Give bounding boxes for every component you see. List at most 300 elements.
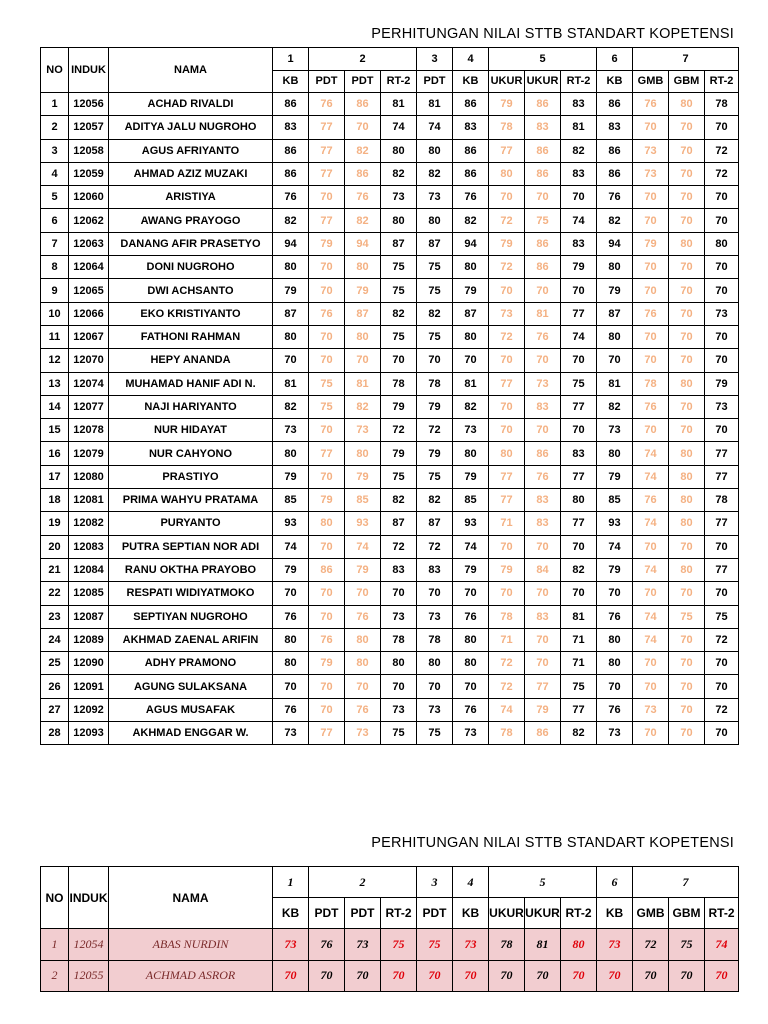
cell-gmb-7: 76 — [633, 395, 669, 418]
cell-ukur-5b: 70 — [525, 349, 561, 372]
cell-rt2-2: 79 — [381, 442, 417, 465]
cell-row-no: 8 — [41, 256, 69, 279]
cell-gbm-7: 70 — [669, 256, 705, 279]
cell-rt2-7: 70 — [705, 116, 739, 139]
table-row — [41, 465, 739, 488]
cell-rt2-5: 82 — [561, 139, 597, 162]
cell-row-induk: 12062 — [69, 209, 109, 232]
cell-kb-6: 87 — [597, 302, 633, 325]
cell-rt2-2: 82 — [381, 489, 417, 512]
cell-row-induk: 12055 — [69, 960, 109, 992]
cell-row-no: 2 — [41, 116, 69, 139]
cell-kb-6: 86 — [597, 93, 633, 116]
cell-row-nama: DANANG AFIR PRASETYO — [109, 232, 273, 255]
cell-kb-4: 73 — [453, 929, 489, 961]
group-header-4: 4 — [453, 867, 489, 898]
cell-kb-4: 73 — [453, 722, 489, 745]
cell-row-nama: NUR HIDAYAT — [109, 419, 273, 442]
cell-row-induk: 12065 — [69, 279, 109, 302]
cell-gbm-7: 75 — [669, 605, 705, 628]
cell-gmb-7: 74 — [633, 442, 669, 465]
cell-row-nama: PRIMA WAHYU PRATAMA — [109, 489, 273, 512]
cell-rt2-5: 71 — [561, 628, 597, 651]
cell-kb-4: 80 — [453, 325, 489, 348]
cell-pdt-2a: 79 — [309, 489, 345, 512]
group-header-2: 2 — [309, 48, 417, 71]
table-row — [41, 628, 739, 651]
cell-row-nama: SEPTIYAN NUGROHO — [109, 605, 273, 628]
cell-kb-1: 70 — [273, 582, 309, 605]
cell-gmb-7: 70 — [633, 279, 669, 302]
cell-pdt-3: 75 — [417, 722, 453, 745]
cell-row-no: 14 — [41, 395, 69, 418]
table-row — [41, 139, 739, 162]
cell-gbm-7: 70 — [669, 652, 705, 675]
cell-kb-6: 83 — [597, 116, 633, 139]
cell-kb-4: 79 — [453, 558, 489, 581]
table-row — [41, 652, 739, 675]
cell-kb-4: 86 — [453, 139, 489, 162]
cell-kb-1: 73 — [273, 419, 309, 442]
cell-rt2-5: 83 — [561, 232, 597, 255]
cell-rt2-2: 73 — [381, 605, 417, 628]
cell-ukur-5b: 81 — [525, 929, 561, 961]
cell-kb-1: 70 — [273, 675, 309, 698]
col-header-induk: INDUK — [69, 867, 109, 929]
header-row-groups — [41, 48, 739, 71]
cell-rt2-2: 72 — [381, 535, 417, 558]
cell-gmb-7: 73 — [633, 139, 669, 162]
cell-kb-1: 73 — [273, 929, 309, 961]
sub-header-kb: KB — [597, 898, 633, 929]
cell-rt2-7: 70 — [705, 652, 739, 675]
cell-pdt-2a: 70 — [309, 279, 345, 302]
cell-ukur-5a: 78 — [489, 722, 525, 745]
cell-pdt-2b: 76 — [345, 698, 381, 721]
cell-rt2-5: 77 — [561, 395, 597, 418]
table-row — [41, 960, 739, 992]
cell-ukur-5a: 72 — [489, 675, 525, 698]
cell-pdt-2b: 79 — [345, 558, 381, 581]
cell-row-no: 20 — [41, 535, 69, 558]
cell-gbm-7: 70 — [669, 675, 705, 698]
cell-pdt-2a: 70 — [309, 605, 345, 628]
group-header-7: 7 — [633, 867, 739, 898]
cell-pdt-3: 73 — [417, 186, 453, 209]
cell-rt2-2: 80 — [381, 139, 417, 162]
cell-rt2-7: 70 — [705, 582, 739, 605]
cell-ukur-5a: 70 — [489, 349, 525, 372]
cell-kb-4: 80 — [453, 628, 489, 651]
cell-ukur-5b: 70 — [525, 419, 561, 442]
cell-row-induk: 12066 — [69, 302, 109, 325]
sub-header-rt2: RT-2 — [705, 898, 739, 929]
cell-pdt-2b: 81 — [345, 372, 381, 395]
cell-row-nama: AWANG PRAYOGO — [109, 209, 273, 232]
cell-kb-4: 82 — [453, 395, 489, 418]
cell-pdt-3: 72 — [417, 535, 453, 558]
cell-rt2-7: 70 — [705, 209, 739, 232]
cell-ukur-5a: 78 — [489, 605, 525, 628]
cell-kb-6: 70 — [597, 349, 633, 372]
cell-gbm-7: 70 — [669, 960, 705, 992]
cell-row-induk: 12077 — [69, 395, 109, 418]
cell-pdt-2b: 85 — [345, 489, 381, 512]
cell-pdt-2a: 77 — [309, 162, 345, 185]
cell-ukur-5a: 78 — [489, 929, 525, 961]
cell-row-nama: ACHMAD ASROR — [109, 960, 273, 992]
cell-rt2-2: 74 — [381, 116, 417, 139]
cell-gmb-7: 70 — [633, 535, 669, 558]
cell-rt2-7: 70 — [705, 325, 739, 348]
cell-kb-4: 85 — [453, 489, 489, 512]
cell-row-nama: EKO KRISTIYANTO — [109, 302, 273, 325]
cell-gmb-7: 79 — [633, 232, 669, 255]
cell-row-no: 4 — [41, 162, 69, 185]
cell-rt2-2: 75 — [381, 929, 417, 961]
cell-gmb-7: 73 — [633, 698, 669, 721]
cell-gmb-7: 70 — [633, 209, 669, 232]
cell-kb-6: 79 — [597, 558, 633, 581]
cell-pdt-2a: 79 — [309, 652, 345, 675]
col-header-no: NO — [41, 48, 69, 93]
cell-row-nama: RESPATI WIDIYATMOKO — [109, 582, 273, 605]
table-row — [41, 209, 739, 232]
cell-gbm-7: 80 — [669, 558, 705, 581]
cell-pdt-2b: 74 — [345, 535, 381, 558]
cell-rt2-5: 75 — [561, 675, 597, 698]
grades-table-1-body — [41, 93, 739, 745]
cell-row-induk: 12057 — [69, 116, 109, 139]
cell-pdt-2b: 86 — [345, 93, 381, 116]
cell-pdt-3: 87 — [417, 232, 453, 255]
cell-pdt-2b: 70 — [345, 960, 381, 992]
cell-rt2-5: 74 — [561, 325, 597, 348]
cell-kb-4: 82 — [453, 209, 489, 232]
cell-row-induk: 12089 — [69, 628, 109, 651]
cell-gbm-7: 70 — [669, 535, 705, 558]
cell-rt2-5: 70 — [561, 582, 597, 605]
cell-ukur-5a: 72 — [489, 325, 525, 348]
cell-kb-6: 76 — [597, 698, 633, 721]
grades-table-2 — [40, 866, 739, 992]
cell-row-induk: 12054 — [69, 929, 109, 961]
table-row — [41, 929, 739, 961]
header-row-groups — [41, 867, 739, 898]
cell-gbm-7: 70 — [669, 349, 705, 372]
group-header-3: 3 — [417, 867, 453, 898]
cell-kb-4: 70 — [453, 349, 489, 372]
cell-row-nama: DWI ACHSANTO — [109, 279, 273, 302]
cell-gmb-7: 70 — [633, 186, 669, 209]
cell-kb-4: 83 — [453, 116, 489, 139]
cell-rt2-7: 74 — [705, 929, 739, 961]
cell-rt2-2: 83 — [381, 558, 417, 581]
cell-rt2-2: 73 — [381, 186, 417, 209]
cell-ukur-5b: 83 — [525, 116, 561, 139]
cell-ukur-5a: 70 — [489, 419, 525, 442]
table-row — [41, 512, 739, 535]
cell-gbm-7: 80 — [669, 232, 705, 255]
cell-kb-6: 76 — [597, 186, 633, 209]
cell-row-nama: NAJI HARIYANTO — [109, 395, 273, 418]
cell-kb-6: 94 — [597, 232, 633, 255]
cell-kb-1: 82 — [273, 209, 309, 232]
cell-row-no: 27 — [41, 698, 69, 721]
cell-kb-4: 80 — [453, 652, 489, 675]
cell-ukur-5a: 71 — [489, 628, 525, 651]
cell-rt2-7: 70 — [705, 419, 739, 442]
cell-kb-6: 80 — [597, 325, 633, 348]
cell-row-no: 24 — [41, 628, 69, 651]
grades-table-1 — [40, 47, 739, 745]
cell-row-nama: ARISTIYA — [109, 186, 273, 209]
sub-header-pdt: PDT — [309, 70, 345, 93]
group-header-6: 6 — [597, 48, 633, 71]
cell-ukur-5b: 76 — [525, 465, 561, 488]
cell-row-nama: ABAS NURDIN — [109, 929, 273, 961]
cell-kb-1: 87 — [273, 302, 309, 325]
cell-pdt-2a: 70 — [309, 535, 345, 558]
cell-ukur-5b: 70 — [525, 960, 561, 992]
cell-pdt-3: 78 — [417, 372, 453, 395]
group-header-4: 4 — [453, 48, 489, 71]
cell-ukur-5a: 70 — [489, 395, 525, 418]
cell-row-nama: AGUS MUSAFAK — [109, 698, 273, 721]
cell-pdt-3: 79 — [417, 395, 453, 418]
cell-row-nama: AGUNG SULAKSANA — [109, 675, 273, 698]
cell-gbm-7: 80 — [669, 489, 705, 512]
table-row — [41, 116, 739, 139]
cell-rt2-2: 81 — [381, 93, 417, 116]
cell-pdt-3: 83 — [417, 558, 453, 581]
cell-ukur-5a: 74 — [489, 698, 525, 721]
cell-gbm-7: 70 — [669, 395, 705, 418]
cell-kb-4: 76 — [453, 698, 489, 721]
cell-ukur-5b: 70 — [525, 279, 561, 302]
cell-kb-1: 94 — [273, 232, 309, 255]
cell-pdt-2a: 76 — [309, 628, 345, 651]
cell-pdt-3: 80 — [417, 209, 453, 232]
cell-kb-4: 81 — [453, 372, 489, 395]
cell-gmb-7: 70 — [633, 256, 669, 279]
cell-pdt-2b: 80 — [345, 256, 381, 279]
cell-gmb-7: 70 — [633, 116, 669, 139]
cell-kb-6: 73 — [597, 419, 633, 442]
sub-header-ukur: UKUR — [489, 898, 525, 929]
cell-pdt-2a: 70 — [309, 325, 345, 348]
cell-row-nama: MUHAMAD HANIF ADI N. — [109, 372, 273, 395]
sub-header-kb: KB — [453, 70, 489, 93]
cell-kb-6: 79 — [597, 279, 633, 302]
cell-gmb-7: 74 — [633, 605, 669, 628]
cell-rt2-5: 80 — [561, 929, 597, 961]
cell-rt2-7: 70 — [705, 256, 739, 279]
cell-pdt-3: 73 — [417, 698, 453, 721]
cell-row-no: 7 — [41, 232, 69, 255]
cell-kb-4: 76 — [453, 186, 489, 209]
cell-ukur-5a: 77 — [489, 489, 525, 512]
group-header-5: 5 — [489, 48, 597, 71]
cell-ukur-5a: 78 — [489, 116, 525, 139]
cell-pdt-3: 75 — [417, 279, 453, 302]
cell-kb-6: 86 — [597, 162, 633, 185]
cell-pdt-3: 75 — [417, 465, 453, 488]
cell-kb-1: 80 — [273, 628, 309, 651]
cell-kb-1: 93 — [273, 512, 309, 535]
table-row — [41, 349, 739, 372]
cell-row-no: 5 — [41, 186, 69, 209]
cell-gbm-7: 70 — [669, 722, 705, 745]
cell-row-no: 26 — [41, 675, 69, 698]
cell-ukur-5b: 81 — [525, 302, 561, 325]
cell-pdt-2b: 73 — [345, 419, 381, 442]
cell-pdt-2a: 76 — [309, 929, 345, 961]
cell-pdt-2a: 79 — [309, 232, 345, 255]
cell-gbm-7: 70 — [669, 698, 705, 721]
cell-rt2-2: 78 — [381, 628, 417, 651]
cell-row-nama: NUR CAHYONO — [109, 442, 273, 465]
cell-gmb-7: 70 — [633, 652, 669, 675]
cell-ukur-5a: 77 — [489, 465, 525, 488]
cell-pdt-2b: 70 — [345, 116, 381, 139]
table-row — [41, 605, 739, 628]
cell-rt2-7: 75 — [705, 605, 739, 628]
cell-pdt-2a: 77 — [309, 209, 345, 232]
cell-ukur-5b: 84 — [525, 558, 561, 581]
cell-pdt-2b: 86 — [345, 162, 381, 185]
cell-pdt-2a: 70 — [309, 582, 345, 605]
cell-pdt-2a: 70 — [309, 960, 345, 992]
group-header-7: 7 — [633, 48, 739, 71]
sub-header-rt2: RT-2 — [705, 70, 739, 93]
cell-gmb-7: 74 — [633, 558, 669, 581]
cell-gbm-7: 80 — [669, 465, 705, 488]
table-row — [41, 722, 739, 745]
group-header-3: 3 — [417, 48, 453, 71]
cell-pdt-2b: 80 — [345, 652, 381, 675]
cell-kb-4: 80 — [453, 442, 489, 465]
cell-pdt-2a: 70 — [309, 465, 345, 488]
cell-pdt-2b: 82 — [345, 139, 381, 162]
cell-row-induk: 12091 — [69, 675, 109, 698]
cell-kb-4: 80 — [453, 256, 489, 279]
cell-ukur-5a: 77 — [489, 139, 525, 162]
table-row — [41, 675, 739, 698]
cell-row-no: 2 — [41, 960, 69, 992]
cell-kb-6: 80 — [597, 652, 633, 675]
cell-rt2-2: 75 — [381, 325, 417, 348]
cell-rt2-7: 72 — [705, 162, 739, 185]
cell-rt2-2: 75 — [381, 279, 417, 302]
cell-pdt-3: 70 — [417, 349, 453, 372]
cell-ukur-5a: 77 — [489, 372, 525, 395]
cell-rt2-5: 77 — [561, 698, 597, 721]
cell-rt2-5: 75 — [561, 372, 597, 395]
sheet-title-2: PERHITUNGAN NILAI STTB STANDART KOPETENSI — [371, 835, 734, 851]
cell-rt2-7: 70 — [705, 960, 739, 992]
cell-gmb-7: 70 — [633, 419, 669, 442]
cell-pdt-2b: 70 — [345, 675, 381, 698]
cell-row-induk: 12083 — [69, 535, 109, 558]
cell-row-induk: 12060 — [69, 186, 109, 209]
sub-header-rt2: RT-2 — [381, 898, 417, 929]
cell-kb-6: 81 — [597, 372, 633, 395]
cell-row-no: 22 — [41, 582, 69, 605]
cell-kb-4: 73 — [453, 419, 489, 442]
sub-header-gmb: GMB — [633, 70, 669, 93]
col-header-no: NO — [41, 867, 69, 929]
cell-ukur-5a: 72 — [489, 652, 525, 675]
cell-rt2-7: 77 — [705, 442, 739, 465]
cell-pdt-2b: 76 — [345, 605, 381, 628]
cell-row-induk: 12058 — [69, 139, 109, 162]
cell-ukur-5a: 79 — [489, 558, 525, 581]
cell-row-induk: 12081 — [69, 489, 109, 512]
cell-rt2-7: 78 — [705, 489, 739, 512]
cell-gbm-7: 70 — [669, 116, 705, 139]
cell-ukur-5b: 86 — [525, 442, 561, 465]
cell-rt2-5: 70 — [561, 279, 597, 302]
cell-rt2-2: 87 — [381, 512, 417, 535]
table-row — [41, 279, 739, 302]
table-row — [41, 372, 739, 395]
cell-kb-1: 76 — [273, 605, 309, 628]
cell-ukur-5a: 70 — [489, 279, 525, 302]
sub-header-ukur: UKUR — [525, 898, 561, 929]
cell-row-no: 16 — [41, 442, 69, 465]
cell-rt2-7: 72 — [705, 139, 739, 162]
cell-pdt-2a: 70 — [309, 698, 345, 721]
sub-header-ukur: UKUR — [489, 70, 525, 93]
cell-pdt-3: 74 — [417, 116, 453, 139]
cell-row-nama: ADHY PRAMONO — [109, 652, 273, 675]
cell-gbm-7: 70 — [669, 325, 705, 348]
cell-kb-6: 79 — [597, 465, 633, 488]
cell-ukur-5b: 86 — [525, 162, 561, 185]
cell-ukur-5b: 73 — [525, 372, 561, 395]
cell-rt2-5: 70 — [561, 419, 597, 442]
cell-rt2-5: 82 — [561, 722, 597, 745]
cell-row-induk: 12056 — [69, 93, 109, 116]
cell-kb-4: 76 — [453, 605, 489, 628]
cell-rt2-5: 83 — [561, 93, 597, 116]
cell-rt2-5: 77 — [561, 302, 597, 325]
cell-row-induk: 12084 — [69, 558, 109, 581]
sub-header-ukur: UKUR — [525, 70, 561, 93]
group-header-1: 1 — [273, 867, 309, 898]
cell-ukur-5b: 83 — [525, 512, 561, 535]
cell-row-no: 21 — [41, 558, 69, 581]
cell-pdt-2a: 77 — [309, 442, 345, 465]
cell-pdt-2a: 70 — [309, 349, 345, 372]
cell-rt2-2: 87 — [381, 232, 417, 255]
cell-rt2-2: 82 — [381, 162, 417, 185]
cell-gmb-7: 78 — [633, 372, 669, 395]
cell-row-induk: 12090 — [69, 652, 109, 675]
cell-rt2-5: 83 — [561, 162, 597, 185]
cell-row-nama: HEPY ANANDA — [109, 349, 273, 372]
cell-rt2-5: 77 — [561, 465, 597, 488]
table-row — [41, 419, 739, 442]
cell-rt2-7: 77 — [705, 512, 739, 535]
cell-row-induk: 12059 — [69, 162, 109, 185]
cell-row-induk: 12079 — [69, 442, 109, 465]
cell-pdt-2b: 70 — [345, 349, 381, 372]
cell-gmb-7: 73 — [633, 162, 669, 185]
cell-rt2-5: 81 — [561, 116, 597, 139]
cell-ukur-5b: 70 — [525, 535, 561, 558]
